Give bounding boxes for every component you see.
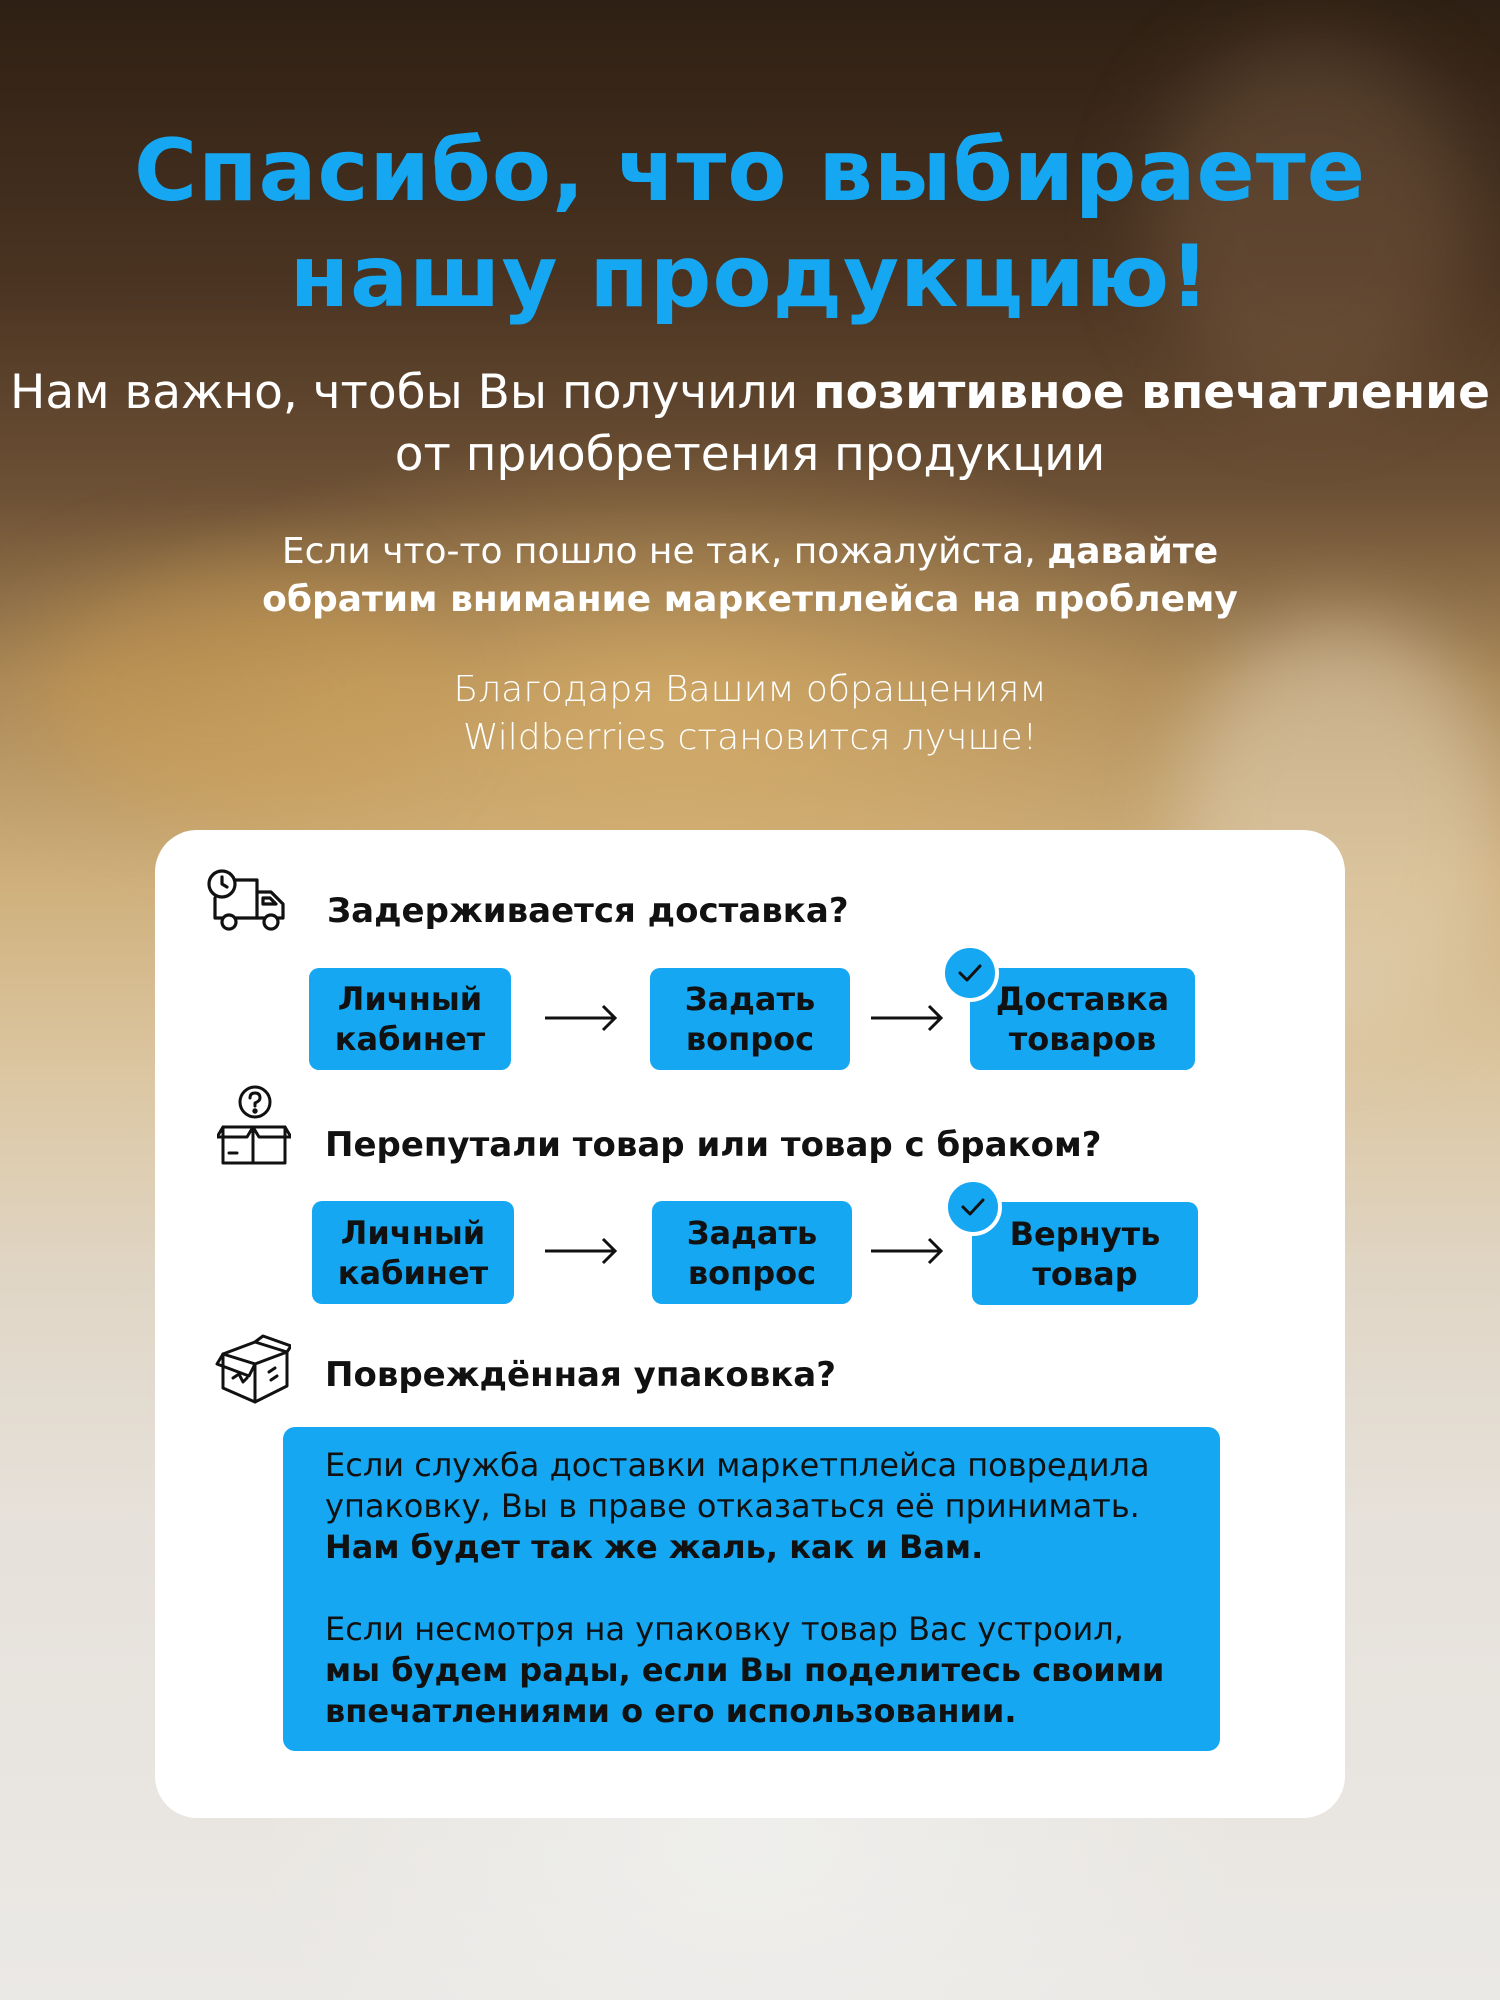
damaged-box-icon (215, 1334, 291, 1406)
thanks-line-1: Благодаря Вашим обращениям (453, 669, 1047, 710)
step-delivery-goods[interactable]: Доставка товаров (970, 968, 1195, 1070)
step-ask-question[interactable]: Задать вопрос (650, 968, 850, 1070)
thanks-line-2: Wildberries становится лучше! (462, 717, 1038, 758)
page-title (0, 118, 1500, 330)
check-icon (944, 1178, 1002, 1236)
thanks-text (0, 666, 1500, 762)
problem-text-bold: давайте обратим внимание маркетплейса на проблему (262, 531, 1238, 620)
problem-text-part1: Если что-то пошло не так, пожалуйста, (281, 531, 1048, 572)
title-line-2: нашу продукцию! (289, 227, 1211, 327)
title-line-1: Спасибо, что выбираете (133, 121, 1367, 221)
step-personal-account[interactable]: Личный кабинет (309, 968, 511, 1070)
intro-text (0, 362, 1500, 486)
section-title-damaged-packaging: Повреждённая упаковка? (325, 1355, 836, 1395)
intro-text-part2: от приобретения продукции (394, 427, 1106, 482)
arrow-right-icon (871, 1236, 945, 1266)
section-title-delivery: Задерживается доставка? (327, 891, 849, 931)
intro-text-part1: Нам важно, чтобы Вы получили (10, 365, 814, 420)
arrow-right-icon (871, 1003, 945, 1033)
intro-text-bold: позитивное впечатление (813, 365, 1490, 420)
info-paragraph-1: Если служба доставки маркетплейса повредила упаковку, Вы в праве отказаться её принимать. Нам будет так же жаль, как и Вам. (325, 1446, 1150, 1566)
info-paragraph-2: Если несмотря на упаковку товар Вас устроил, мы будем рады, если Вы поделитесь своими впечатлениями о его использовании. (325, 1610, 1165, 1730)
box-question-icon (217, 1083, 291, 1165)
arrow-right-icon (545, 1236, 619, 1266)
section-title-wrong-item: Перепутали товар или товар с браком? (325, 1125, 1102, 1165)
check-icon (941, 944, 999, 1002)
step-ask-question[interactable]: Задать вопрос (652, 1201, 852, 1304)
step-personal-account[interactable]: Личный кабинет (312, 1201, 514, 1304)
delivery-truck-clock-icon (205, 868, 289, 934)
problem-text (0, 528, 1500, 624)
damaged-packaging-info (283, 1427, 1220, 1751)
step-return-goods[interactable]: Вернуть товар (972, 1202, 1198, 1305)
arrow-right-icon (545, 1003, 619, 1033)
